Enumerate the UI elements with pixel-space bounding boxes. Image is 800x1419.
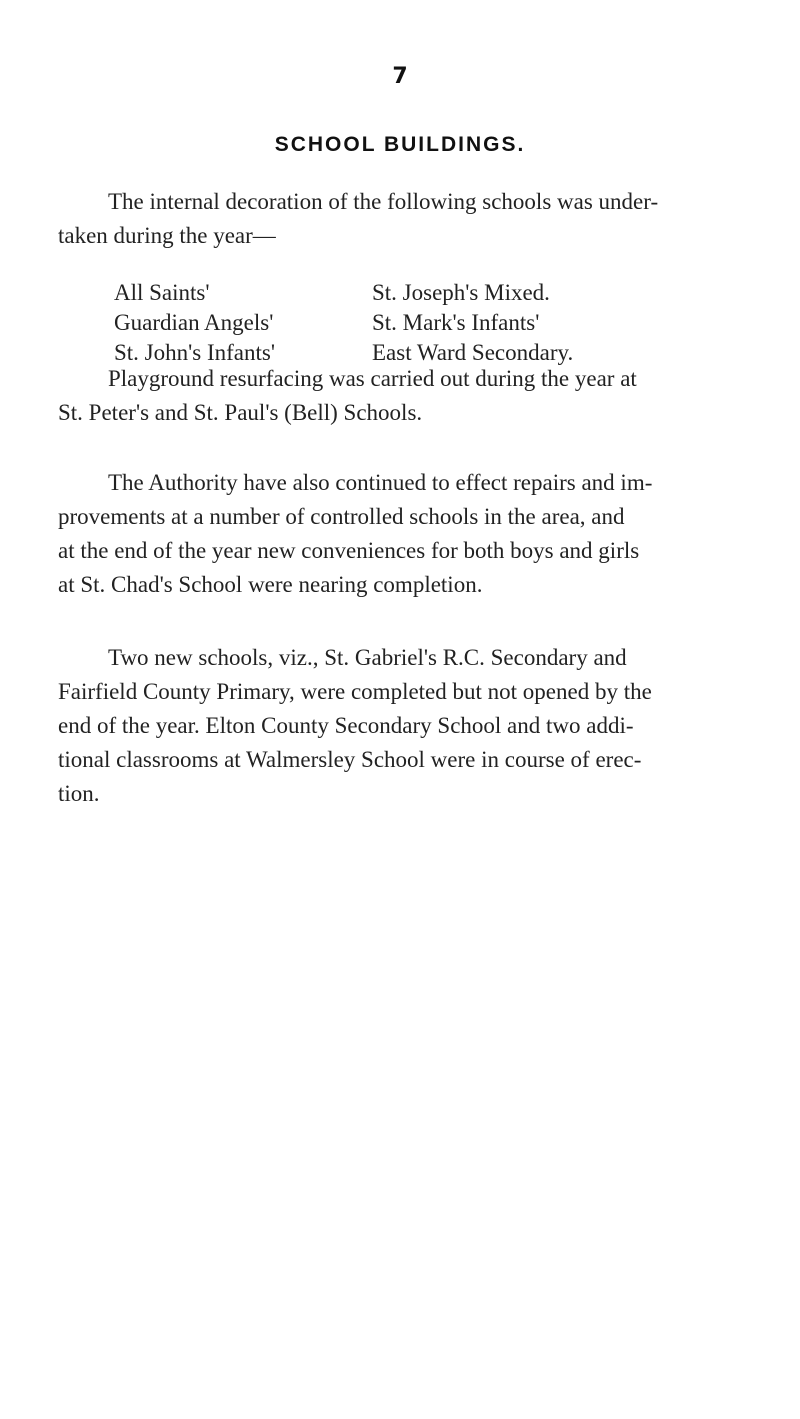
paragraph-line: The Authority have also continued to effect repairs and im- (108, 470, 653, 495)
school-name: All Saints' (114, 280, 210, 305)
paragraph-line: at St. Chad's School were nearing completion. (58, 572, 483, 597)
paragraph-repairs (58, 466, 748, 602)
paragraph-playground (58, 362, 748, 430)
schools-list-right (372, 278, 573, 368)
paragraph-line: St. Peter's and St. Paul's (Bell) Schools. (58, 400, 423, 425)
schools-list-left (114, 278, 275, 368)
page-number: 7 (392, 64, 408, 89)
school-name: East Ward Secondary. (372, 340, 574, 365)
paragraph-line: tional classrooms at Walmersley School were in course of erec- (58, 747, 642, 772)
school-name: St. John's Infants' (114, 340, 275, 365)
paragraph-line: at the end of the year new conveniences for both boys and girls (58, 538, 640, 563)
paragraph-line: tion. (58, 781, 100, 806)
paragraph-new-schools (58, 641, 748, 811)
paragraph-line: Playground resurfacing was carried out during the year at (108, 366, 637, 391)
school-name: Guardian Angels' (114, 310, 274, 335)
paragraph-line: provements at a number of controlled schools in the area, and (58, 504, 625, 529)
paragraph-line: Two new schools, viz., St. Gabriel's R.C. Secondary and (108, 645, 627, 670)
paragraph-line: Fairfield County Primary, were completed but not opened by the (58, 679, 652, 704)
school-name: St. Joseph's Mixed. (372, 280, 550, 305)
paragraph-line: The internal decoration of the following schools was under- (108, 189, 659, 214)
paragraph-line: end of the year. Elton County Secondary School and two addi- (58, 713, 634, 738)
school-name: St. Mark's Infants' (372, 310, 540, 335)
paragraph-intro (58, 185, 748, 253)
section-heading: SCHOOL BUILDINGS. (274, 133, 526, 156)
paragraph-line: taken during the year— (58, 223, 276, 248)
